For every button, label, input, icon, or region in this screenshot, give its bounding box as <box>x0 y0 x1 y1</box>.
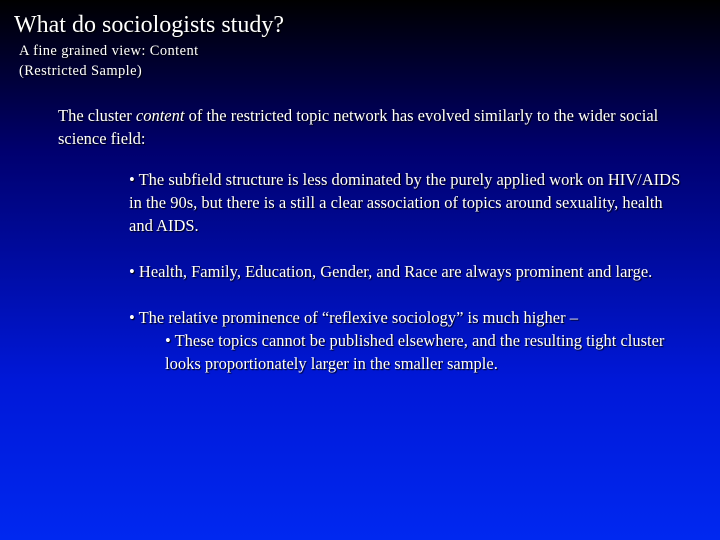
subtitle-line: A fine grained view: Content <box>19 43 199 59</box>
slide-subtitle <box>19 41 199 81</box>
subtitle-line: (Restricted Sample) <box>19 63 143 79</box>
intro-text: The cluster <box>58 106 136 125</box>
bullet-item: • Health, Family, Education, Gender, and Race are always prominent and large. <box>129 262 653 281</box>
bullet-item <box>129 306 681 375</box>
intro-paragraph <box>58 104 678 150</box>
sub-bullet-item: • These topics cannot be published elsewhere, and the resulting tight cluster looks proportionately larger in the smaller sample. <box>165 331 665 373</box>
bullet-text: • The relative prominence of “reflexive sociology” is much higher – <box>129 308 578 327</box>
slide-title: What do sociologists study? <box>14 12 284 38</box>
intro-text: of the restricted topic network has evolved similarly to the wider social science field: <box>58 106 659 148</box>
bullet-item: • The subfield structure is less dominated by the purely applied work on HIV/AIDS in the 90s, but there is a still a clear association of topics around sexuality, health and AIDS. <box>129 170 681 235</box>
intro-emphasis: content <box>135 106 185 125</box>
bullet-list <box>129 168 681 375</box>
